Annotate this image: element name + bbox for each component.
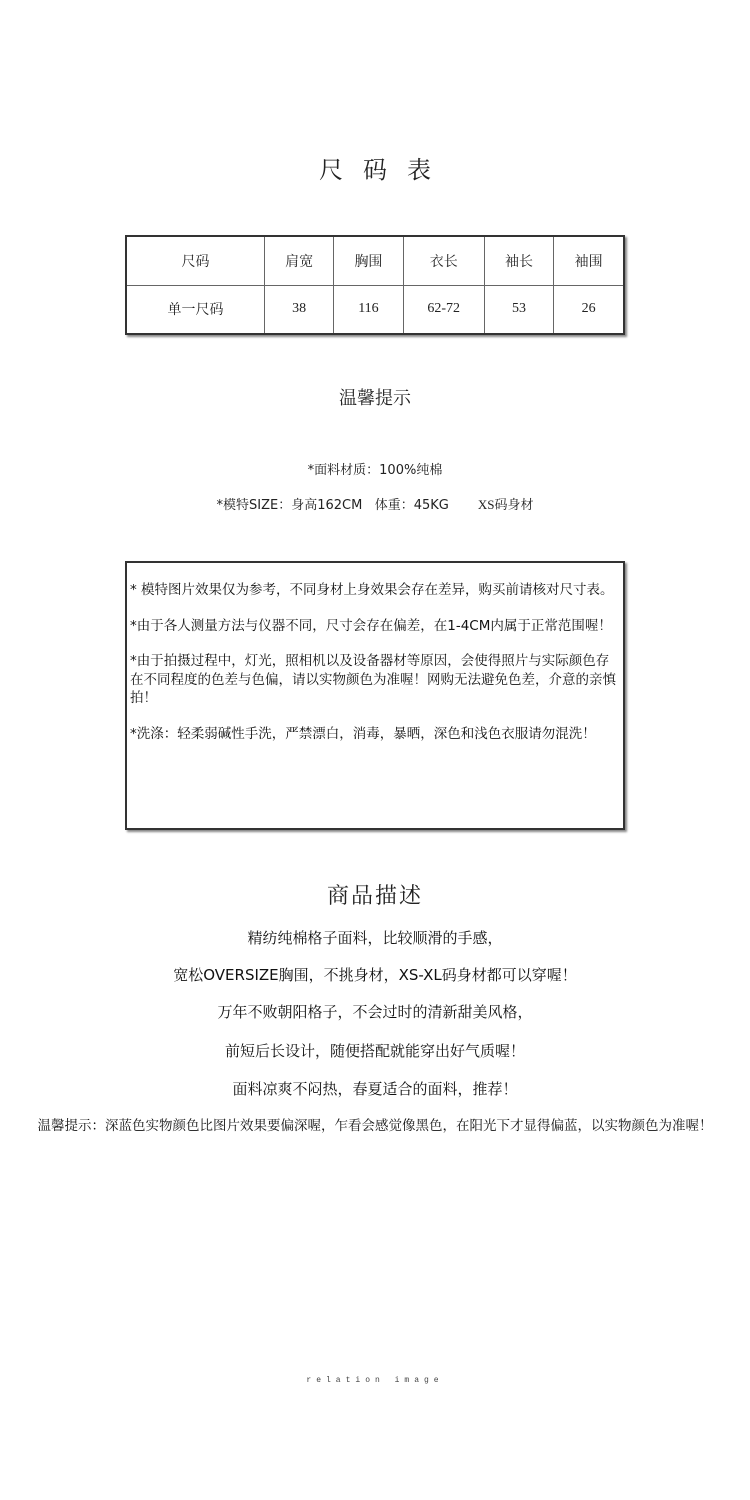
- description-line: 宽松OVERSIZE胸围，不挑身材，XS-XL码身材都可以穿喔！: [173, 966, 577, 984]
- tips-title: 温馨提示: [339, 388, 411, 409]
- header-chest: 胸围: [334, 236, 403, 285]
- description-line: 精纺纯棉格子面料，比较顺滑的手感，: [247, 929, 503, 947]
- header-size: 尺码: [126, 236, 265, 285]
- size-chart-title: 尺码表: [319, 156, 451, 184]
- cell-shoulder: 38: [265, 285, 334, 334]
- header-shoulder: 肩宽: [265, 236, 334, 285]
- notice-item: * 模特图片效果仅为参考，不同身材上身效果会存在差异，购买前请核对尺寸表。: [130, 582, 614, 598]
- notice-item: *由于拍摄过程中，灯光，照相机以及设备器材等原因，会使得照片与实际颜色存在不同程度的色差与色偏，请以实物颜色为准喔！网购无法避免色差，介意的亲慎拍！: [130, 653, 616, 706]
- fabric-info: *面料材质：100%纯棉: [307, 463, 443, 478]
- notice-item: *由于各人测量方法与仪器不同，尺寸会存在偏差，在1-4CM内属于正常范围喔！: [130, 617, 612, 634]
- cell-chest: 116: [334, 285, 403, 334]
- description-line: 万年不败朝阳格子，不会过时的清新甜美风格，: [217, 1003, 533, 1021]
- description-title: 商品描述: [326, 884, 423, 909]
- model-info: [0, 494, 750, 513]
- header-sleeve-length: 袖长: [484, 236, 553, 285]
- header-sleeve-width: 袖围: [554, 236, 624, 285]
- model-size-text: *模特SIZE：身高162CM 体重：45KG: [216, 498, 449, 513]
- cell-sleeve-width: 26: [554, 285, 624, 334]
- notice-item: *洗涤：轻柔弱碱性手洗，严禁漂白，消毒，暴晒，深色和浅色衣服请勿混洗！: [130, 725, 596, 742]
- description-line: 面料凉爽不闷热，春夏适合的面料，推荐！: [232, 1080, 518, 1098]
- cell-length: 62-72: [403, 285, 484, 334]
- model-body-size: XS码身材: [477, 497, 534, 512]
- size-table: [125, 235, 625, 335]
- cell-sleeve-length: 53: [484, 285, 553, 334]
- cell-size: 单一尺码: [126, 285, 265, 334]
- footer-caption: relation image: [306, 1376, 444, 1385]
- header-length: 衣长: [403, 236, 484, 285]
- color-notice: 温馨提示：深蓝色实物颜色比图片效果要偏深喔，乍看会感觉像黑色，在阳光下才显得偏蓝，以实物颜色为准喔！: [37, 1118, 713, 1134]
- table-row: [126, 285, 624, 334]
- table-header-row: [126, 236, 624, 285]
- notice-box: [125, 561, 625, 830]
- description-line: 前短后长设计，随便搭配就能穿出好气质喔！: [224, 1042, 525, 1060]
